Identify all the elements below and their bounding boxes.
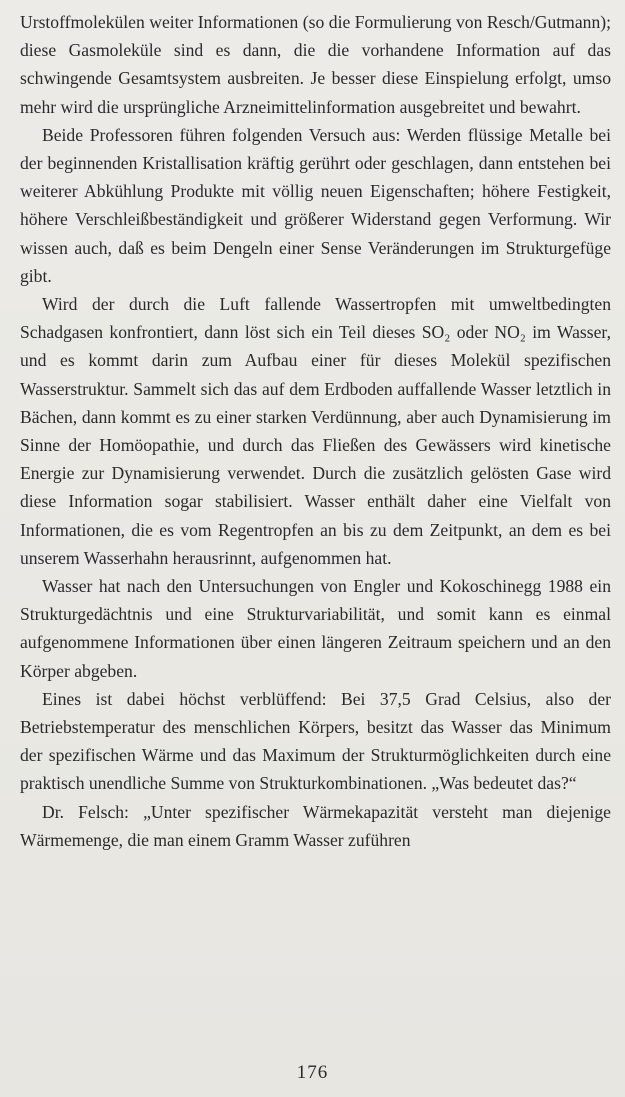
paragraph-6: Dr. Felsch: „Unter spezifischer Wärmekapazität versteht man diejenige Wärmemenge, die man einem Gramm Wasser zuführen (20, 801, 611, 850)
page-number: 176 (296, 1062, 329, 1083)
body-text (20, 8, 611, 854)
paragraph-2: Beide Professoren führen folgenden Versuch aus: Werden flüssige Metalle bei der beginnenden Kristallisation kräftig gerührt oder geschlagen, dann entstehen bei weiterer Abkühlung Produkte mit völlig neuen Eigenschaften; höhere Festigkeit, höhere Verschleißbeständigkeit und größerer Widerstand gegen Verformung. Wir wissen auch, daß es beim Dengeln einer Sense Veränderungen im Strukturgefüge gibt. (20, 124, 611, 286)
paragraph-3: Wird der durch die Luft fallende Wassertropfen mit umweltbedingten Schadgasen konfrontiert, dann löst sich ein Teil dieses SO₂ oder NO₂ im Wasser, und es kommt darin zum Aufbau einer für dieses Molekül spezifischen Wasserstruktur. Sammelt sich das auf dem Erdboden auffallende Wasser letztlich in Bächen, dann kommt es zu einer starken Verdünnung, aber auch Dynamisierung im Sinne der Homöopathie, und durch das Fließen des Gewässers wird kinetische Energie zur Dynamisierung verwendet. Durch die zusätzlich gelösten Gase wird diese Information sogar stabilisiert. Wasser enthält daher eine Vielfalt von Informationen, die es vom Regentropfen an bis zu dem Zeitpunkt, an dem es bei unserem Wasserhahn herausrinnt, aufgenommen hat. (20, 294, 611, 568)
paragraph-5: Eines ist dabei höchst verblüffend: Bei 37,5 Grad Celsius, also der Betriebstemperatur des menschlichen Körpers, besitzt das Wasser das Minimum der spezifischen Wärme und das Maximum der Strukturmöglichkeiten durch eine praktisch unendliche Summe von Strukturkombinationen. „Was bedeutet das?“ (20, 688, 611, 794)
paragraph-4: Wasser hat nach den Untersuchungen von Engler und Kokoschinegg 1988 ein Strukturgedächtnis und eine Strukturvariabilität, und somit kann es einmal aufgenommene Informationen über einen längeren Zeitraum speichern und an den Körper abgeben. (20, 576, 611, 681)
paragraph-1: Urstoffmolekülen weiter Informationen (so die Formulierung von Resch/Gutmann); diese Gasmoleküle sind es dann, die die vorhandene Information auf das schwingende Gesamtsystem ausbreiten. Je besser diese Einspielung erfolgt, umso mehr wird die ursprüngliche Arzneimittelinformation ausgebreitet und bewahrt. (20, 12, 611, 117)
